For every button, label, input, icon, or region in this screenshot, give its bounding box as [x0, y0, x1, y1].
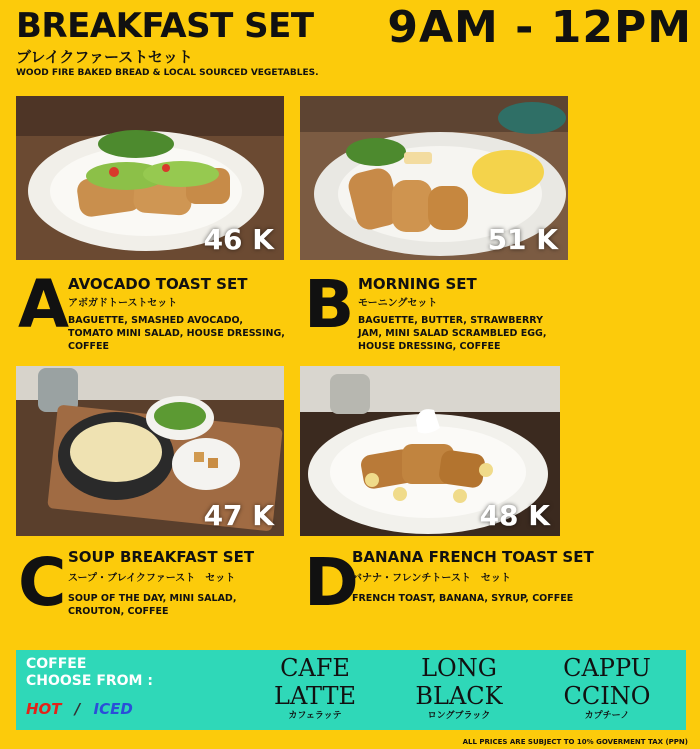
price-b: 51 K	[487, 223, 558, 256]
photo-avocado-toast	[16, 96, 284, 260]
item-letter-c: C	[18, 544, 67, 621]
photo-morning-set	[300, 96, 568, 260]
item-name-a: AVOCADO TOAST SET	[68, 275, 248, 293]
item-name-d: BANANA FRENCH TOAST SET	[352, 548, 594, 566]
item-name-jp-d: バナナ・フレンチトースト セット	[352, 573, 511, 584]
iced-option: ICED	[93, 700, 133, 718]
item-desc-c: SOUP OF THE DAY, MINI SALAD, CROUTON, COFFEE	[68, 593, 237, 617]
drink-line2: LATTE	[274, 682, 356, 710]
drink-name-jp: カプチーノ	[584, 711, 630, 721]
item-name-b: MORNING SET	[358, 275, 477, 293]
drink-name-jp: カフェラッテ	[288, 711, 342, 721]
item-desc-d: FRENCH TOAST, BANANA, SYRUP, COFFEE	[352, 593, 574, 604]
photo-soup-breakfast	[16, 366, 284, 536]
item-letter-a: A	[18, 266, 70, 343]
photo-banana-french-toast	[300, 366, 560, 536]
coffee-label-line1: COFFEE	[26, 656, 87, 672]
coffee-label	[26, 656, 153, 690]
price-a: 46 K	[203, 223, 274, 256]
option-separator: /	[74, 700, 81, 718]
item-name-jp-c: スープ・ブレイクファースト セット	[68, 573, 236, 584]
price-d: 48 K	[479, 499, 550, 532]
item-name-jp-a: アボガドトーストセット	[68, 298, 178, 309]
hot-iced-options	[26, 700, 133, 718]
drink-line1: LONG	[421, 654, 497, 682]
serving-hours: 9AM - 12PM	[387, 2, 692, 53]
item-letter-d: D	[304, 544, 359, 621]
item-name-jp-b: モーニングセット	[358, 298, 438, 309]
tagline: WOOD FIRE BAKED BREAD & LOCAL SOURCED VEGETABLES.	[16, 68, 319, 78]
tax-note: ALL PRICES ARE SUBJECT TO 10% GOVERMENT TAX (PPN)	[462, 738, 688, 746]
drink-cappuccino	[552, 654, 662, 721]
item-letter-b: B	[304, 266, 355, 343]
page-subtitle-jp: ブレイクファーストセット	[16, 48, 193, 66]
drink-line1: CAPPU	[563, 654, 651, 682]
drink-long-black	[404, 654, 514, 721]
item-desc-a: BAGUETTE, SMASHED AVOCADO, TOMATO MINI SALAD, HOUSE DRESSING, COFFEE	[68, 315, 285, 352]
item-desc-b: BAGUETTE, BUTTER, STRAWBERRY JAM, MINI SALAD SCRAMBLED EGG, HOUSE DRESSING, COFFEE	[358, 315, 547, 352]
drink-line1: CAFE	[280, 654, 350, 682]
drink-line2: CCINO	[563, 682, 651, 710]
hot-option: HOT	[26, 700, 62, 718]
drink-name-jp: ロングブラック	[427, 711, 491, 721]
page-title: BREAKFAST SET	[16, 6, 314, 46]
drink-line2: BLACK	[415, 682, 503, 710]
coffee-label-line2: CHOOSE FROM :	[26, 673, 153, 689]
price-c: 47 K	[203, 499, 274, 532]
drink-cafe-latte	[260, 654, 370, 721]
item-name-c: SOUP BREAKFAST SET	[68, 548, 255, 566]
